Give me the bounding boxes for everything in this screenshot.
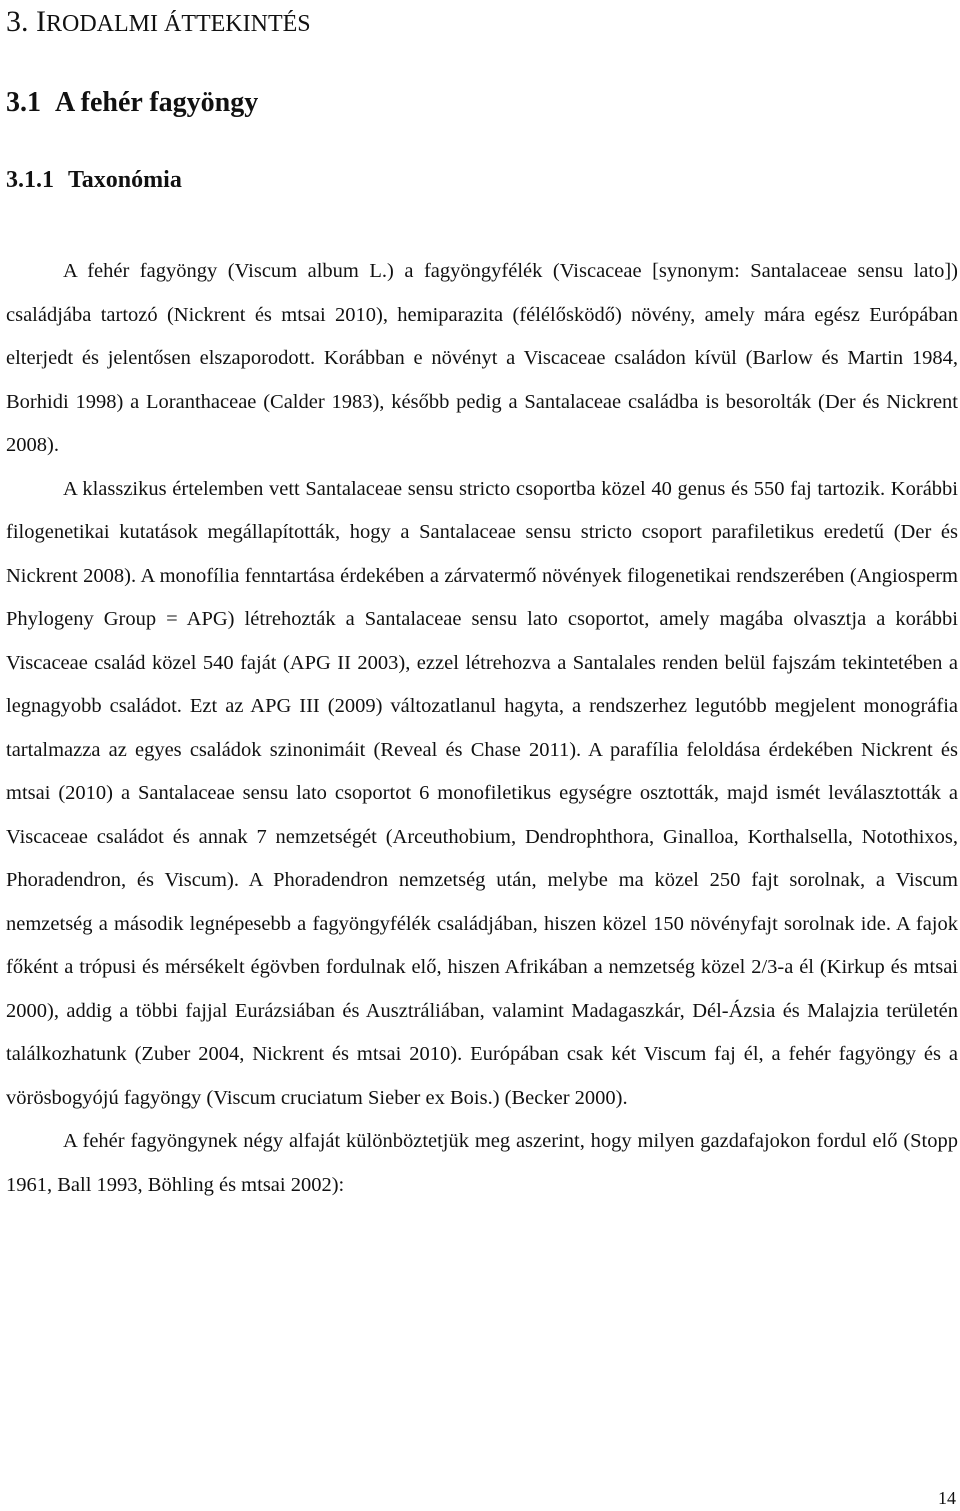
body-text bbox=[6, 250, 958, 1207]
page-number: 14 bbox=[938, 1488, 956, 1508]
chapter-title-initial: I bbox=[36, 5, 46, 38]
section-heading bbox=[6, 83, 258, 123]
paragraph: A fehér fagyöngy (Viscum album L.) a fagyöngyfélék (Viscaceae [synonym: Santalaceae sensu lato]) családjába tartozó (Nickrent és mtsai 2010), hemiparazita (félélősködő) növény, amely mára egész Európában elterjedt és jelentősen elszaporodott. Korábban e növényt a Viscaceae családon kívül (Barlow és Martin 1984, Borhidi 1998) a Loranthaceae (Calder 1983), később pedig a Santalaceae családba is besorolták (Der és Nickrent 2008). bbox=[6, 260, 958, 456]
chapter-heading bbox=[6, 2, 311, 44]
paragraph: A klasszikus értelemben vett Santalaceae sensu stricto csoportba közel 40 genus és 550 faj tartozik. Korábbi filogenetikai kutatások megállapították, hogy a Santalaceae sensu stricto csoport parafiletikus eredetű (Der és Nickrent 2008). A monofília fenntartása érdekében a zárvatermő növények filogenetikai rendszerében (Angiosperm Phylogeny Group = APG) létrehozták a Santalaceae sensu lato csoportot, amely magába olvasztja a korábbi Viscaceae család közel 540 faját (APG II 2003), ezzel létrehozva a Santalales renden belül fajszám tekintetében a legnagyobb családot. Ezt az APG III (2009) változatlanul hagyta, a rendszerhez legutóbb megjelent monográfia tartalmazza az egyes családok szinonimáit (Reveal és Chase 2011). A parafília feloldása érdekében Nickrent és mtsai (2010) a Santalaceae sensu lato csoportot 6 monofiletikus egységre osztották, majd ismét leválasztották a Viscaceae családot és annak 7 nemzetségét (Arceuthobium, Dendrophthora, Ginalloa, Korthalsella, Notothixos, Phoradendron, és Viscum). A Phoradendron nemzetség után, melybe ma közel 250 fajt sorolnak, a Viscum nemzetség a második legnépesebb a fagyöngyfélék családjában, hiszen közel 150 növényfajt sorolnak ide. A fajok főként a trópusi és mérsékelt égövben fordulnak elő, hiszen Afrikában a nemzetség közel 2/3-a él (Kirkup és mtsai 2000), addig a többi fajjal Eurázsiában és Ausztráliában, valamint Madagaszkár, Dél-Ázsia és Malajzia területén találkozhatunk (Zuber 2004, Nickrent és mtsai 2010). Európában csak két Viscum faj él, a fehér fagyöngy és a vörösbogyójú fagyöngy (Viscum cruciatum Sieber ex Bois.) (Becker 2000). bbox=[6, 477, 958, 1109]
section-title: A fehér fagyöngy bbox=[55, 87, 259, 118]
subsection-number: 3.1.1 bbox=[6, 167, 54, 193]
subsection-heading bbox=[6, 160, 182, 200]
section-number: 3.1 bbox=[6, 87, 41, 118]
subsection-title: Taxonómia bbox=[68, 167, 182, 193]
paragraph: A fehér fagyöngynek négy alfaját különböztetjük meg aszerint, hogy milyen gazdafajokon fordul elő (Stopp 1961, Ball 1993, Böhling és mtsai 2002): bbox=[6, 1130, 958, 1196]
chapter-number: 3. bbox=[6, 5, 29, 38]
chapter-title-rest: RODALMI ÁTTEKINTÉS bbox=[46, 11, 311, 37]
